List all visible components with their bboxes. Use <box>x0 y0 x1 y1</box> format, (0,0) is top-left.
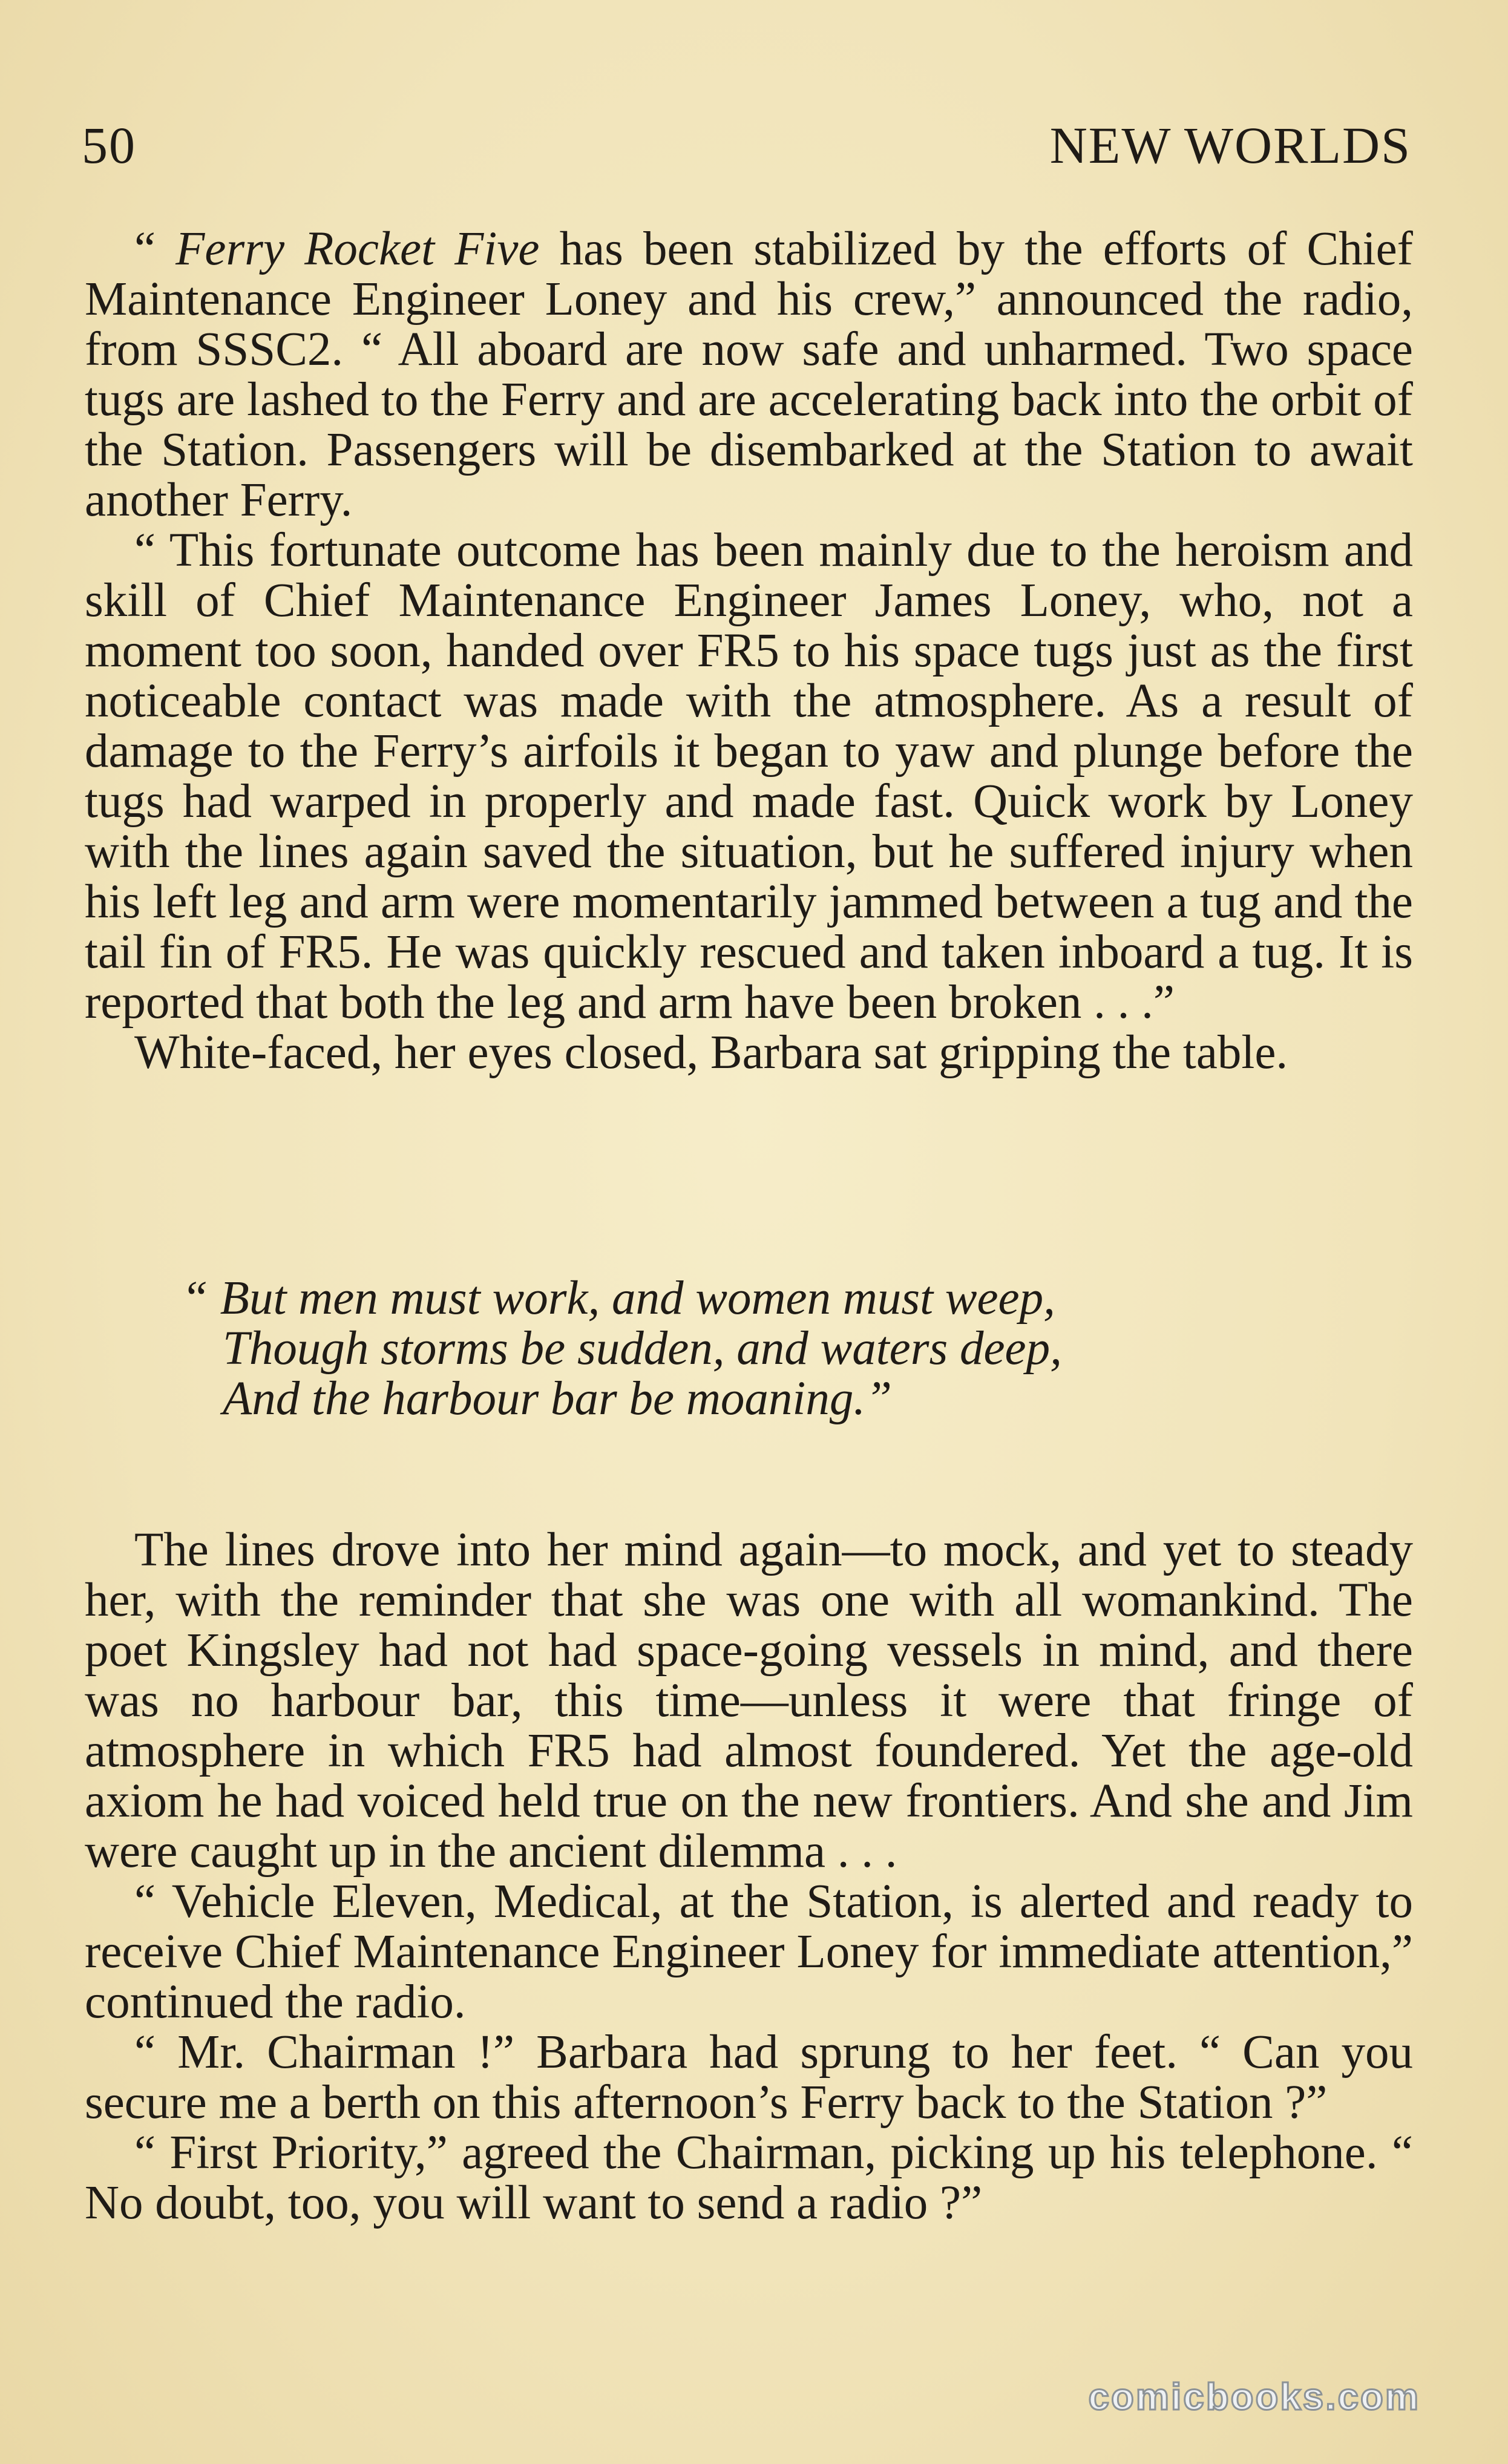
verse-quote <box>182 1273 1062 1424</box>
open-quote: “ <box>134 223 176 275</box>
paragraph-text: has been stabilized by the efforts of Chief Maintenance Engineer Loney and his crew,” announced the radio, from SSSC2. “ All aboard are now safe and unharmed. Two space tugs are lashed to the Ferry and are accelerating back into the orbit of the Station. Passengers will be disembarked at the Station to await another Ferry. <box>85 223 1413 526</box>
paragraph: “ Vehicle Eleven, Medical, at the Station, is alerted and ready to receive Chief Maintenance Engineer Loney for immediate attention,” continued the radio. <box>85 1875 1413 2028</box>
paragraph: White-faced, her eyes closed, Barbara sat gripping the table. <box>134 1026 1288 1079</box>
body-text-bottom <box>85 1525 1413 2228</box>
paragraph <box>85 224 1413 525</box>
running-title: NEW WORLDS <box>1049 116 1411 174</box>
paragraph: “ Mr. Chairman !” Barbara had sprung to her feet. “ Can you secure me a berth on this afternoon’s Ferry back to the Station ?” <box>85 2026 1413 2129</box>
page-header <box>82 115 1411 175</box>
body-text-top <box>85 224 1413 1078</box>
paragraph: “ First Priority,” agreed the Chairman, picking up his telephone. “ No doubt, too, you will want to send a radio ?” <box>85 2126 1413 2229</box>
page-number: 50 <box>82 116 136 174</box>
paragraph: The lines drove into her mind again—to mock, and yet to steady her, with the reminder that she was one with all womankind. The poet Kingsley had not had space-going vessels in mind, and there was no harbour bar, this time—unless it were that fringe of atmosphere in which FR5 had almost foundered. Yet the age-old axiom he had voiced held true on the new frontiers. And she and Jim were caught up in the ancient dilemma . . . <box>85 1524 1413 1878</box>
verse-line: “ But men must work, and women must weep, <box>182 1272 1055 1325</box>
watermark: comicbooks.com <box>1088 2376 1420 2418</box>
paragraph: “ This fortunate outcome has been mainly due to the heroism and skill of Chief Maintenance Engineer James Loney, who, not a moment too soon, handed over FR5 to his space tugs just as the first noticeable contact was made with the atmosphere. As a result of damage to the Ferry’s airfoils it began to yaw and plunge before the tugs had warped in properly and made fast. Quick work by Loney with the lines again saved the situation, but he suffered injury when his left leg and arm were momentarily jammed between a tug and the tail fin of FR5. He was quickly rescued and taken inboard a tug. It is reported that both the leg and arm have been broken . . .” <box>85 524 1413 1029</box>
verse-line: Though storms be sudden, and waters deep, <box>223 1322 1062 1375</box>
ship-name: Ferry Rocket Five <box>175 223 540 275</box>
verse-line: And the harbour bar be moaning.” <box>223 1372 892 1425</box>
